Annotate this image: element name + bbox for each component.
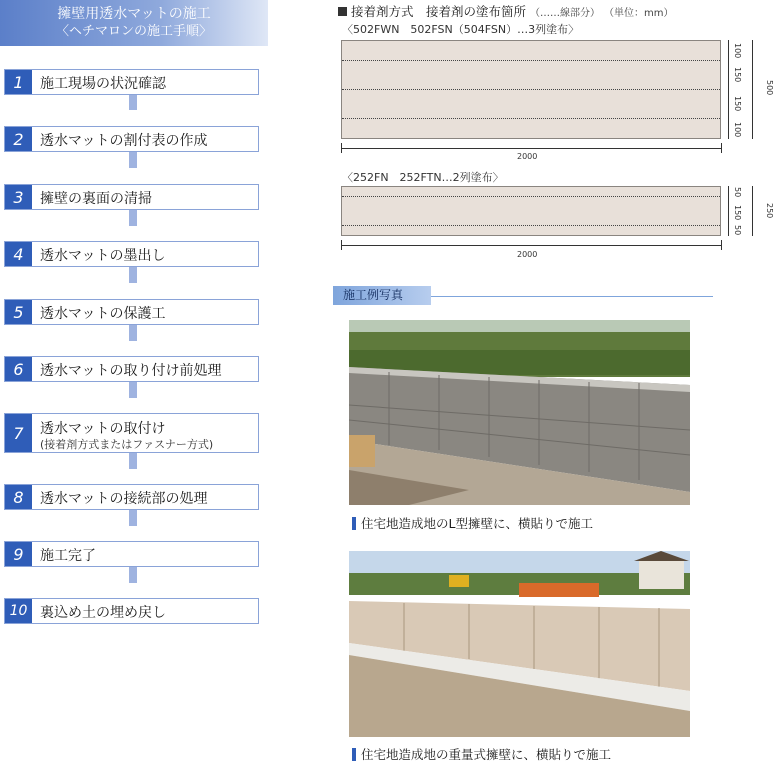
- procedure-title: 擁壁用透水マットの施工: [57, 6, 211, 22]
- photo1-caption: [352, 514, 593, 532]
- step-connector: [129, 210, 137, 226]
- dim-tick: [341, 143, 342, 153]
- dim-line: [752, 186, 753, 236]
- step-number: 8: [5, 485, 32, 509]
- diagram2-width: 2000: [517, 250, 538, 259]
- step-label: 擁壁の裏面の清掃: [40, 191, 152, 207]
- step-connector: [129, 325, 137, 341]
- step-9: [4, 541, 259, 567]
- step-connector: [129, 453, 137, 469]
- adhesive-heading: [338, 2, 673, 20]
- step-number: 2: [5, 127, 32, 151]
- photos-tab: 施工例写真: [333, 286, 431, 305]
- step-number: 10: [5, 599, 32, 623]
- adhesive-legend: （……線部分）: [530, 8, 600, 19]
- caption-bar-icon: [352, 748, 356, 761]
- dim-line: [341, 245, 721, 246]
- step-label: 透水マットの割付表の作成: [40, 133, 208, 149]
- diagram1-height: 500: [765, 80, 774, 96]
- procedure-subtitle: 〈ヘチマロンの施工手順〉: [55, 24, 212, 39]
- step-connector: [129, 95, 137, 110]
- step-5: [4, 299, 259, 325]
- step-label: 透水マットの墨出し: [40, 248, 166, 264]
- step-connector: [129, 567, 137, 583]
- dim-seg-1: 100: [733, 43, 742, 59]
- adhesive-line: [342, 60, 720, 61]
- step-label: 施工現場の状況確認: [40, 76, 166, 92]
- photo-l-wall: [349, 320, 690, 505]
- step-number: 7: [5, 414, 32, 452]
- step-10: [4, 598, 259, 624]
- step-connector: [129, 267, 137, 283]
- step-connector: [129, 382, 137, 398]
- diagram2-label: 〈252FN 252FTN…2列塗布〉: [342, 171, 504, 184]
- step-number: 1: [5, 70, 32, 94]
- dim-line: [752, 40, 753, 139]
- step-number: 3: [5, 185, 32, 209]
- step-connector: [129, 152, 137, 168]
- diagram2-height: 250: [765, 203, 774, 219]
- diagram1-label: 〈502FWN 502FSN（504FSN）…3列塗布〉: [342, 23, 580, 36]
- step-label: 裏込め土の埋め戻し: [40, 605, 166, 621]
- dim-line: [728, 186, 729, 236]
- diagram2-panel: [341, 186, 721, 236]
- diagram1-panel: [341, 40, 721, 139]
- photo-gravity-wall-image: [349, 551, 690, 737]
- photos-rule: [431, 296, 713, 297]
- dim-seg-4: 100: [733, 122, 742, 138]
- dim-tick: [721, 240, 722, 250]
- step-3: [4, 184, 259, 210]
- step-connector: [129, 510, 137, 526]
- dim-tick: [341, 240, 342, 250]
- step-label: 施工完了: [40, 548, 96, 564]
- dim-line: [728, 40, 729, 139]
- step-number: 4: [5, 242, 32, 266]
- step-6: [4, 356, 259, 382]
- adhesive-line: [342, 89, 720, 90]
- step-8: [4, 484, 259, 510]
- adhesive-unit: （単位：mm）: [603, 8, 674, 19]
- step-note: (接着剤方式またはファスナー方式): [40, 438, 214, 451]
- step-number: 9: [5, 542, 32, 566]
- step-number: 6: [5, 357, 32, 381]
- dim-seg-2: 150: [733, 67, 742, 83]
- diagram1-width: 2000: [517, 152, 538, 161]
- step-label: 透水マットの接続部の処理: [40, 491, 208, 507]
- step-4: [4, 241, 259, 267]
- adhesive-line: [342, 196, 720, 197]
- dim-seg-3: 50: [733, 225, 742, 236]
- dim-tick: [721, 143, 722, 153]
- step-2: [4, 126, 259, 152]
- caption-bar-icon: [352, 517, 356, 530]
- dim-line: [341, 148, 721, 149]
- dim-seg-1: 50: [733, 187, 742, 198]
- step-7: [4, 413, 259, 453]
- photo-l-wall-image: [349, 320, 690, 505]
- dim-seg-2: 150: [733, 205, 742, 221]
- step-label: 透水マットの保護工: [40, 306, 166, 322]
- procedure-steps: [0, 0, 270, 771]
- step-label: 透水マットの取付け: [40, 421, 166, 437]
- adhesive-heading-text: 接着剤方式 接着剤の塗布箇所: [351, 4, 527, 19]
- square-bullet-icon: [338, 7, 347, 16]
- photo2-caption: [352, 745, 611, 763]
- dim-seg-3: 150: [733, 96, 742, 112]
- step-number: 5: [5, 300, 32, 324]
- step-1: [4, 69, 259, 95]
- step-label: 透水マットの取り付け前処理: [40, 363, 222, 379]
- photo2-caption-text: 住宅地造成地の重量式擁壁に、横貼りで施工: [361, 747, 612, 762]
- photo-gravity-wall: [349, 551, 690, 737]
- adhesive-line: [342, 225, 720, 226]
- photo1-caption-text: 住宅地造成地のL型擁壁に、横貼りで施工: [361, 516, 593, 531]
- adhesive-line: [342, 118, 720, 119]
